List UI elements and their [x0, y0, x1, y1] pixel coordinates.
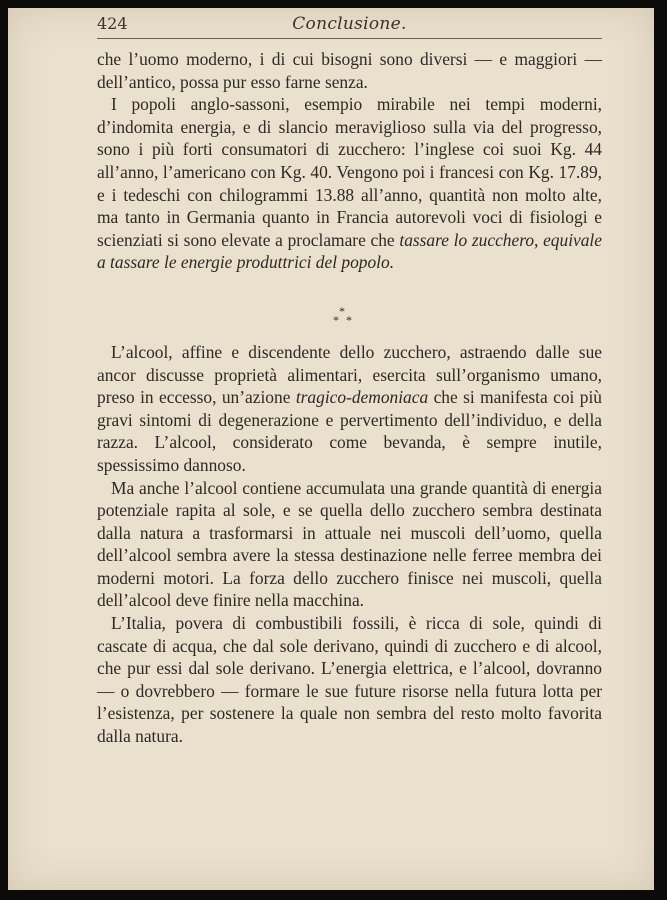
paragraph-text: L’alcool, affine e discendente dello zucchero, astraendo dalle sue ancor discusse proprietà alimentari, esercita sull’organismo umano, preso in eccesso, un’azione	[97, 341, 602, 408]
page-header	[97, 14, 602, 36]
asterisk-left: *	[333, 312, 339, 327]
italic-term: tragico-demoniaca	[295, 387, 429, 408]
page-number: 424	[97, 14, 128, 33]
page-body	[97, 48, 602, 748]
paragraph-text: che si manifesta coi più gravi sintomi di degenerazione e pervertimento dell’individuo, e della razza. L’alcool, considerato come bevanda, è sempre inutile, spessissimo dannoso.	[97, 387, 602, 475]
running-title: Conclusione.	[292, 14, 407, 34]
section-asterism	[97, 274, 602, 341]
paragraph-anglo-saxon	[97, 93, 602, 274]
paragraph-alcool	[97, 341, 602, 477]
paragraph-text: I popoli anglo-sassoni, esempio mirabile nei tempi moderni, d’indomita energia, e di slancio meraviglioso sulla via del progresso, sono i più forti consumatori di zucchero: l’inglese coi suoi Kg. 44 all’anno, l’americano con Kg. 40. Vengono poi i francesi con Kg. 17.89, e i tedeschi con chilogrammi 13.88 all’anno, quantità non molto alte, ma tanto in Germania quanto in Francia autorevoli voci di fisiologi e scienziati si sono elevate a proclamare che	[97, 94, 602, 250]
header-rule	[97, 38, 602, 39]
paragraph-continuation: che l’uomo moderno, i di cui bisogni sono diversi — e maggiori — dell’antico, possa pur esso farne senza.	[97, 49, 602, 92]
paragraph-italia: L’Italia, povera di combustibili fossili, è ricca di sole, quindi di cascate di acqua, che dal sole derivano, quindi di zucchero e di alcool, che pur essi dal sole derivano. L’energia elettrica, e l’alcool, dovranno — o dovrebbero — formare le sue future risorse nella futura lotta per l’esistenza, per sostenere la quale non sembra del resto molto favorita dalla natura.	[97, 613, 602, 747]
asterisk-top: *	[339, 303, 345, 318]
italic-quote: tassare lo zucchero, equivale a tassare le energie produttrici del popolo.	[97, 229, 602, 273]
paragraph-energy: Ma anche l’alcool contiene accumulata una grande quantità di energia potenziale rapita al sole, e se quella dello zucchero sembra destinata dalla natura a trasformarsi in attuale nei muscoli dell’uomo, quella dell’alcool sembra avere la stessa destinazione nelle ferree membra dei moderni motori. La forza dello zucchero finisce nei muscoli, quella dell’alcool deve finire nella macchina.	[97, 477, 602, 611]
asterisk-right: *	[346, 312, 352, 327]
